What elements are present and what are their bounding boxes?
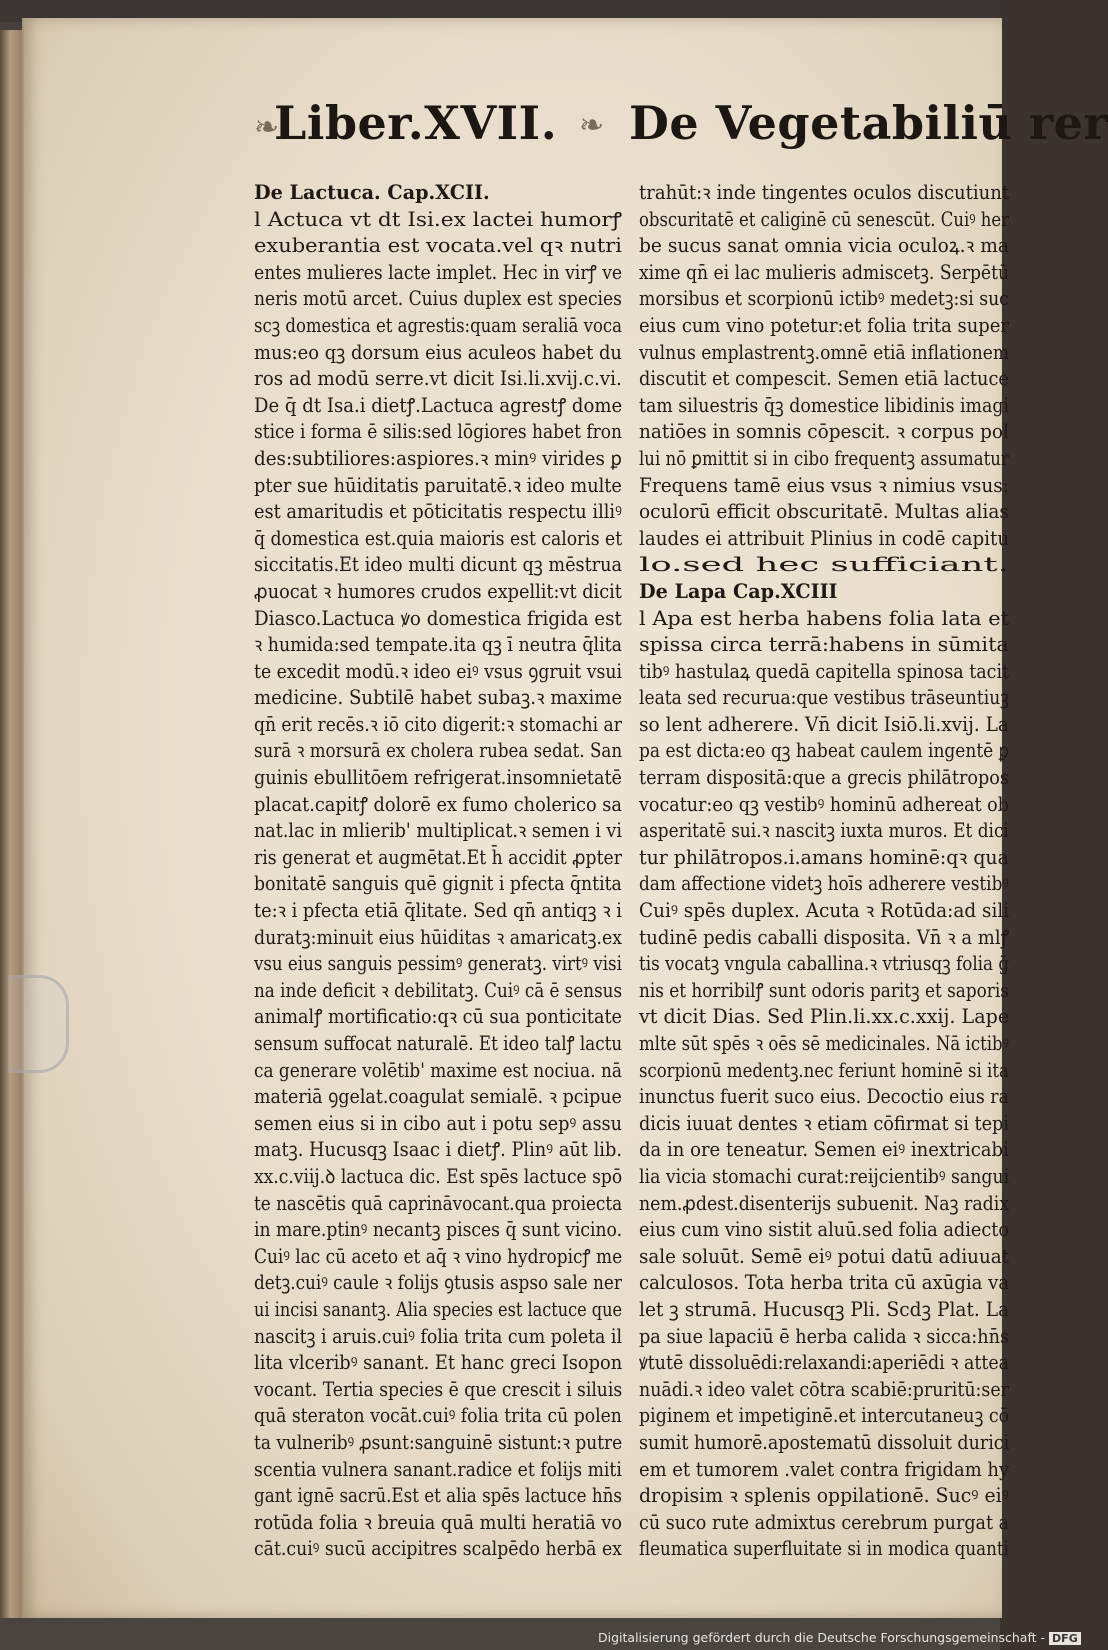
text-line bbox=[254, 499, 622, 526]
text-line-content: scorpionū medentꝫ.nec feriunt hominē si ita bbox=[639, 1058, 1009, 1082]
text-line bbox=[639, 313, 1009, 340]
text-line bbox=[254, 260, 622, 287]
text-line bbox=[639, 473, 1009, 500]
text-line-content: dropisim ꝛ splenis oppilationē. Sucꝰ eiꝰ bbox=[639, 1484, 1009, 1508]
text-line-content: be sucus sanat omnia vicia oculoꝝ.ꝛ ma bbox=[639, 234, 1009, 258]
text-line-content: sensum suffocat naturalē. Et ideo talꝭ lactu bbox=[254, 1032, 623, 1055]
running-head-right: De Vegetabiliū rer bbox=[629, 96, 1108, 150]
text-line bbox=[639, 978, 1009, 1005]
text-line bbox=[639, 818, 1009, 845]
text-line bbox=[254, 1058, 622, 1085]
text-line-content: semen eius si in cibo aut i potu sepꝰ assu bbox=[254, 1111, 623, 1135]
text-line bbox=[639, 1084, 1009, 1111]
text-line bbox=[254, 1244, 622, 1271]
text-line-content: scentia vulnera sanant.radice et folijs miti bbox=[254, 1457, 622, 1481]
digitization-footer bbox=[598, 1630, 1081, 1645]
text-line bbox=[639, 1164, 1009, 1191]
text-line-content: De Lactuca. Cap.XCII. bbox=[254, 181, 490, 204]
text-line bbox=[639, 712, 1009, 739]
text-line bbox=[639, 632, 1009, 659]
text-line-content: nem.ꝓdest.disenterijs subuenit. Naꝫ radix bbox=[639, 1191, 1010, 1215]
text-line-content: te nascētis quā caprināvocant.qua proiecta bbox=[254, 1191, 623, 1215]
text-line-content: quā steraton vocāt.cuiꝰ folia trita cū polen bbox=[254, 1404, 622, 1428]
text-line-content: lo.sed hec sufficiant. bbox=[639, 553, 1009, 577]
text-line bbox=[254, 207, 622, 234]
text-line bbox=[639, 1483, 1009, 1510]
text-line bbox=[254, 978, 622, 1005]
text-line bbox=[639, 366, 1009, 393]
text-line-content: lia vicia stomachi curat:reijcientibꝰ sangui bbox=[639, 1164, 1010, 1188]
text-line-content: so lent adherere. Vn̄ dicit Isiō.li.xvij. La bbox=[639, 712, 1009, 736]
text-line bbox=[639, 606, 1009, 633]
text-line bbox=[639, 499, 1009, 526]
ornament-left: ❧ bbox=[254, 110, 280, 145]
text-line-content: mus:eo qꝫ dorsum eius aculeos habet du bbox=[254, 340, 622, 364]
text-line-content: exuberantia est vocata.vel qꝛ nutri bbox=[254, 234, 623, 258]
text-line bbox=[254, 659, 622, 686]
running-head bbox=[24, 88, 1108, 158]
text-line-content: lui nō ꝑmittit si in cibo frequentꝫ assumatur bbox=[639, 446, 1009, 470]
dfg-logo: DFG bbox=[1049, 1632, 1081, 1645]
text-line bbox=[639, 1217, 1009, 1244]
text-line bbox=[254, 685, 622, 712]
text-line-content: piginem et impetiginē.et intercutaneuꝫ cō bbox=[639, 1404, 1010, 1428]
text-line-content: gant ignē sacrū.Est et alia spēs lactuce hn̄s bbox=[254, 1484, 622, 1508]
text-line-content: surā ꝛ morsurā ex cholera rubea sedat. San bbox=[254, 739, 623, 763]
text-line bbox=[639, 1297, 1009, 1324]
text-line-content: matꝫ. Hucusqꝫ Isaac i dietꝭ. Plinꝰ aūt lib. bbox=[254, 1138, 623, 1162]
text-line bbox=[254, 393, 622, 420]
text-line bbox=[639, 871, 1009, 898]
text-line-content: trahūt:ꝛ inde tingentes oculos discutiunt bbox=[639, 181, 1010, 204]
text-line-content: ca generare volētib' maxime est nociua. nā bbox=[254, 1058, 622, 1082]
text-line-content: tibꝰ hastulaꝝ quedā capitella spinosa tacit bbox=[639, 659, 1010, 683]
text-line bbox=[639, 845, 1009, 872]
text-line-content: ta vulneribꝰ ꝓsunt:sanguinē sistunt:ꝛ putre bbox=[254, 1430, 623, 1454]
text-line-content: mlte sūt spēs ꝛ oēs sē medicinales. Nā ictibꝰ bbox=[639, 1032, 1009, 1055]
text-line bbox=[254, 1217, 622, 1244]
text-line-content: eius cum vino sistit aluū.sed folia adiecto bbox=[639, 1218, 1010, 1242]
text-line bbox=[254, 606, 622, 633]
text-line bbox=[639, 1457, 1009, 1484]
text-line bbox=[254, 579, 622, 606]
text-line-content: placat.capitꝭ dolorē ex fumo cholerico sa bbox=[254, 792, 622, 816]
text-line-content: let ꝫ strumā. Hucusqꝫ Pli. Scdꝫ Plat. La bbox=[639, 1297, 1010, 1321]
text-line-content: natiōes in somnis cōpescit. ꝛ corpus pol bbox=[639, 420, 1009, 444]
text-column-right bbox=[639, 180, 1009, 1563]
text-line bbox=[254, 871, 622, 898]
text-line-content: asperitatē sui.ꝛ nascitꝫ iuxta muros. Et dici bbox=[639, 819, 1009, 843]
text-line-content: leata sed recurua:que vestibus trāseuntiuꝫ bbox=[639, 686, 1009, 710]
text-line-content: vt dicit Dias. Sed Plin.li.xx.c.xxij. Lape bbox=[639, 1005, 1010, 1029]
text-line-content: sale soluūt. Semē eiꝰ potui datū adiuuat bbox=[639, 1244, 1010, 1268]
text-line-content: materiā ꝯgelat.coagulat semialē. ꝛ pcipue bbox=[254, 1085, 622, 1109]
text-line-content: De Lapa Cap.XCIII bbox=[639, 579, 838, 603]
text-line bbox=[254, 765, 622, 792]
text-line-content: rotūda folia ꝛ breuia quā multi heratiā vo bbox=[254, 1510, 623, 1534]
text-line bbox=[254, 1377, 622, 1404]
text-line-content: ris generat et augmētat.Et h̄ accidit ꝓpter bbox=[254, 845, 622, 869]
text-line bbox=[639, 738, 1009, 765]
text-line bbox=[254, 738, 622, 765]
text-line-content: da in ore teneatur. Semen eiꝰ inextricabi bbox=[639, 1138, 1009, 1162]
text-line-content: eius cum vino potetur:et folia trita super bbox=[639, 313, 1009, 337]
text-line-content: vocant. Tertia species ē que crescit i siluis bbox=[254, 1377, 623, 1401]
text-line bbox=[254, 792, 622, 819]
text-line bbox=[639, 446, 1009, 473]
text-line-content: pter sue hūiditatis paruitatē.ꝛ ideo multe bbox=[254, 473, 622, 497]
text-line-content: pa est dicta:eo qꝫ habeat caulem ingentē ꝑ bbox=[639, 739, 1010, 763]
text-line bbox=[254, 233, 622, 260]
text-line bbox=[254, 526, 622, 553]
text-line-content: De q̄ dt Isa.i dietꝭ.Lactuca agrestꝭ dome bbox=[254, 393, 623, 417]
text-line-content: nascitꝫ i aruis.cuiꝰ folia trita cum poleta il bbox=[254, 1324, 622, 1348]
text-line bbox=[254, 818, 622, 845]
text-line-content: Cuiꝰ lac cū aceto et aq̄ ꝛ vino hydropicꝭ me bbox=[254, 1244, 623, 1268]
text-line bbox=[254, 1297, 622, 1324]
text-line-content: tudinē pedis caballi disposita. Vn̄ ꝛ a mlꝭ bbox=[639, 925, 1010, 949]
page-clip bbox=[8, 975, 69, 1073]
text-line bbox=[639, 1536, 1009, 1563]
running-head-left: Liber.XVII. bbox=[274, 96, 558, 150]
text-line bbox=[639, 951, 1009, 978]
text-line bbox=[254, 552, 622, 579]
text-line bbox=[639, 393, 1009, 420]
text-line-content: neris motū arcet. Cuius duplex est species bbox=[254, 287, 622, 311]
text-line-content: nis et horribilꝭ sunt odoris paritꝫ et saporis bbox=[639, 978, 1009, 1002]
text-line bbox=[639, 1058, 1009, 1085]
text-column-left bbox=[254, 180, 622, 1563]
text-line-content: ui incisi sanantꝫ. Alia species est lactuce que bbox=[254, 1297, 623, 1321]
text-line bbox=[639, 659, 1009, 686]
text-line bbox=[639, 1270, 1009, 1297]
text-line-content: xime qn̄ ei lac mulieris admiscetꝫ. Serpētū bbox=[639, 260, 1010, 284]
text-line bbox=[254, 1031, 622, 1058]
text-line-content: oculorū efficit obscuritatē. Multas alias bbox=[639, 500, 1009, 524]
text-line bbox=[639, 898, 1009, 925]
text-line-content: scꝫ domestica et agrestis:quam seraliā voca bbox=[254, 313, 622, 337]
text-line-content: Diasco.Lactuca ꝟo domestica frigida est bbox=[254, 606, 622, 630]
text-line-content: te excedit modū.ꝛ ideo eiꝰ vsus ꝯgruit vsui bbox=[254, 659, 623, 683]
text-line-content: tur philātropos.i.amans hominē:qꝛ qua bbox=[639, 845, 1009, 869]
text-line-content: entes mulieres lacte implet. Hec in virꝭ ve bbox=[254, 260, 623, 284]
text-line bbox=[254, 1457, 622, 1484]
text-line bbox=[254, 446, 622, 473]
text-line-content: laudes ei attribuit Plinius in codē capitu bbox=[639, 526, 1010, 550]
text-line-content: discutit et compescit. Semen etiā lactuce bbox=[639, 367, 1009, 391]
text-line bbox=[639, 925, 1009, 952]
text-line-content: qn̄ erit recēs.ꝛ iō cito digerit:ꝛ stomachi ar bbox=[254, 712, 622, 736]
text-line bbox=[254, 1270, 622, 1297]
text-line-content: na inde deficit ꝛ debilitatꝫ. Cuiꝰ cā ē sensus bbox=[254, 978, 623, 1002]
text-line-content: detꝫ.cuiꝰ caule ꝛ folijs ꝯtusis aspso sale ner bbox=[254, 1271, 622, 1295]
text-line bbox=[639, 579, 1009, 606]
text-line-content: in mare.ptinꝰ necantꝫ pisces q̄ sunt vicino. bbox=[254, 1218, 623, 1242]
text-line-content: morsibus et scorpionū ictibꝰ medetꝫ:si suc bbox=[639, 287, 1009, 311]
text-line-content: pa siue lapaciū ē herba calida ꝛ sicca:hn̄s bbox=[639, 1324, 1010, 1348]
text-line-content: em et tumorem .valet contra frigidam hy bbox=[639, 1457, 1010, 1481]
text-line bbox=[639, 340, 1009, 367]
text-line bbox=[254, 898, 622, 925]
text-line bbox=[639, 1324, 1009, 1351]
text-line-content: fleumatica superfluitate si in modica quanti bbox=[639, 1537, 1010, 1561]
text-line bbox=[254, 1350, 622, 1377]
text-line-content: ꝓuocat ꝛ humores crudos expellit:vt dicit bbox=[254, 579, 622, 603]
text-line bbox=[639, 1137, 1009, 1164]
text-line bbox=[254, 1403, 622, 1430]
text-line bbox=[639, 1403, 1009, 1430]
text-line-content: l Actuca vt dt Isi.ex lactei humorꝭ bbox=[254, 207, 622, 231]
text-line-content: medicine. Subtilē habet subaꝫ.ꝛ maxime bbox=[254, 686, 623, 710]
text-line-content: Frequens tamē eius vsus ꝛ nimius vsus: bbox=[639, 473, 1009, 497]
text-line bbox=[254, 366, 622, 393]
text-line bbox=[639, 1031, 1009, 1058]
text-line-content: animalꝭ mortificatio:qꝛ cū sua ponticitate bbox=[254, 1005, 622, 1029]
footer-credit: Digitalisierung gefördert durch die Deutsche Forschungsgemeinschaft - bbox=[598, 1630, 1046, 1645]
text-line bbox=[639, 1191, 1009, 1218]
text-line-content: guinis ebullitōem refrigerat.insomnietatē bbox=[254, 766, 622, 790]
text-line bbox=[639, 180, 1009, 207]
text-line-content: dam affectione videtꝫ hoīs adherere vestibꝰ bbox=[639, 872, 1009, 896]
text-line-content: cāt.cuiꝰ sucū accipitres scalpēdo herbā ex bbox=[254, 1537, 622, 1561]
text-line-content: ros ad modū serre.vt dicit Isi.li.xvij.c.vi. bbox=[254, 367, 622, 391]
text-line bbox=[254, 419, 622, 446]
text-line bbox=[254, 925, 622, 952]
text-line-content: bonitatē sanguis quē gignit i pfecta q̄ntita bbox=[254, 872, 622, 896]
text-line bbox=[254, 1004, 622, 1031]
text-line bbox=[639, 233, 1009, 260]
text-line-content: te:ꝛ i pfecta etiā q̄litate. Sed qn̄ antiqꝫ ꝛ i bbox=[254, 899, 622, 923]
text-line bbox=[254, 286, 622, 313]
text-line bbox=[639, 685, 1009, 712]
text-line bbox=[254, 180, 622, 207]
text-line bbox=[254, 340, 622, 367]
text-line-content: nuādi.ꝛ ideo valet cōtra scabiē:pruritū:ser bbox=[639, 1377, 1009, 1401]
text-line bbox=[254, 313, 622, 340]
text-line bbox=[254, 1164, 622, 1191]
text-line-content: xx.c.viij.ꝺ lactuca dic. Est spēs lactuce spō bbox=[254, 1164, 623, 1188]
text-line bbox=[639, 792, 1009, 819]
text-line-content: des:subtiliores:aspiores.ꝛ minꝰ virides ꝑ bbox=[254, 446, 622, 470]
text-line bbox=[254, 1536, 622, 1563]
text-line-content: tis vocatꝫ vngula caballina.ꝛ vtriusqꝫ folia ḡ bbox=[639, 952, 1010, 976]
text-line bbox=[639, 207, 1009, 234]
text-line bbox=[254, 1111, 622, 1138]
text-line-content: calculosos. Tota herba trita cū axūgia va bbox=[639, 1271, 1010, 1295]
text-line bbox=[254, 1324, 622, 1351]
text-line bbox=[254, 1191, 622, 1218]
text-line-content: stice i forma ē silis:sed lōgiores habet fron bbox=[254, 420, 622, 444]
text-line bbox=[254, 1084, 622, 1111]
text-line-content: vulnus emplastrentꝫ.omnē etiā inflationem bbox=[639, 340, 1010, 364]
text-line bbox=[639, 765, 1009, 792]
text-line bbox=[254, 1483, 622, 1510]
text-line bbox=[254, 1430, 622, 1457]
text-line bbox=[639, 286, 1009, 313]
text-line-content: lita vlceribꝰ sanant. Et hanc greci Isopon bbox=[254, 1351, 623, 1375]
text-line bbox=[639, 552, 1009, 579]
text-line bbox=[254, 632, 622, 659]
text-line bbox=[254, 1510, 622, 1537]
text-line-content: inunctus fuerit suco eius. Decoctio eius ra bbox=[639, 1085, 1009, 1109]
text-line-content: ꝟtutē dissoluēdi:relaxandi:aperiēdi ꝛ attea bbox=[639, 1351, 1010, 1375]
text-line bbox=[639, 260, 1009, 287]
text-line-content: Cuiꝰ spēs duplex. Acuta ꝛ Rotūda:ad sili bbox=[639, 899, 1010, 923]
text-line bbox=[254, 951, 622, 978]
text-line bbox=[639, 1430, 1009, 1457]
text-line-content: cū suco rute admixtus cerebrum purgat a bbox=[639, 1510, 1010, 1534]
text-line-content: vocatur:eo qꝫ vestibꝰ hominū adhereat ob bbox=[639, 792, 1009, 816]
text-line bbox=[254, 473, 622, 500]
text-line-content: duratꝫ:minuit eius hūiditas ꝛ amaricatꝫ.ex bbox=[254, 925, 622, 949]
text-line bbox=[639, 1350, 1009, 1377]
text-line bbox=[254, 1137, 622, 1164]
text-line bbox=[639, 1111, 1009, 1138]
text-line bbox=[639, 1244, 1009, 1271]
text-line bbox=[639, 419, 1009, 446]
text-line bbox=[639, 1004, 1009, 1031]
text-line bbox=[254, 712, 622, 739]
text-line-content: obscuritatē et caliginē cū senescūt. Cuiꝰ her bbox=[639, 207, 1010, 231]
text-line-content: dicis iuuat dentes ꝛ etiam cōfirmat si tepi bbox=[639, 1111, 1010, 1135]
text-line-content: est amaritudis et pōticitatis respectu illiꝰ bbox=[254, 500, 622, 524]
text-line-content: terram dispositā:que a grecis philātropos bbox=[639, 766, 1009, 790]
text-line-content: vsu eius sanguis pessimꝰ generatꝫ. virtꝰ visi bbox=[254, 952, 622, 976]
text-line-content: tam siluestris q̄ꝫ domestice libidinis imagi bbox=[639, 393, 1010, 417]
ornament-right: ❧ bbox=[579, 108, 605, 143]
text-line-content: siccitatis.Et ideo multi dicunt qꝫ mēstrua bbox=[254, 553, 622, 577]
text-line-content: nat.lac in mlierib' multiplicat.ꝛ semen i vi bbox=[254, 819, 622, 843]
text-line-content: sumit humorē.apostematū dissoluit durici bbox=[639, 1430, 1010, 1454]
text-line-content: q̄ domestica est.quia maioris est caloris et bbox=[254, 526, 623, 550]
text-line bbox=[639, 1510, 1009, 1537]
text-line-content: l Apa est herba habens folia lata et bbox=[639, 606, 1009, 630]
text-line bbox=[254, 845, 622, 872]
text-line-content: ꝛ humida:sed tempate.ita qꝫ ī neutra q̄lita bbox=[254, 633, 622, 657]
text-line bbox=[639, 1377, 1009, 1404]
book-page bbox=[22, 18, 1108, 1618]
text-line-content: spissa circa terrā:habens in sūmita bbox=[639, 633, 1009, 657]
text-line bbox=[639, 526, 1009, 553]
